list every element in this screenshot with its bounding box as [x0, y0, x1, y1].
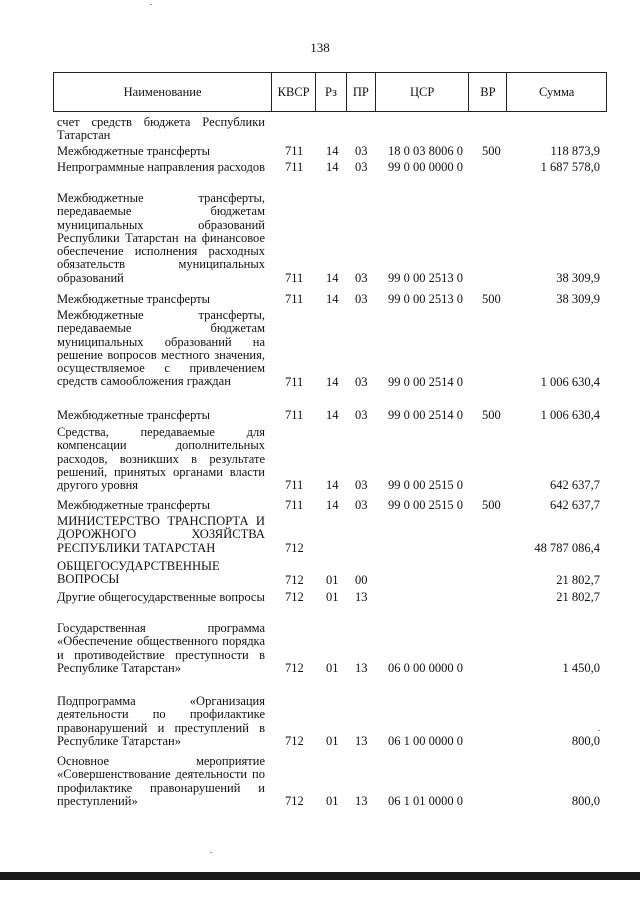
- row-vr: 500: [482, 144, 501, 159]
- table-row: [57, 591, 605, 604]
- row-rz: 14: [326, 498, 339, 513]
- row-name: Межбюджетные трансферты: [57, 144, 211, 158]
- row-pr: 03: [355, 271, 368, 286]
- row-vr: 500: [482, 498, 501, 513]
- table-row: [57, 560, 605, 587]
- row-sum: 642 637,7: [550, 478, 600, 493]
- row-pr: 03: [355, 292, 368, 307]
- row-pr: 03: [355, 478, 368, 493]
- row-csr: 99 0 00 2514 0: [388, 408, 463, 423]
- table-row: [57, 426, 605, 492]
- row-name: Средства, передаваемые для компенсации дополнительных расходов, возникших в результате решений, принятых органами власти другого уровня: [57, 425, 265, 493]
- row-kvsr: 712: [285, 661, 304, 676]
- row-name: Межбюджетные трансферты: [57, 292, 211, 306]
- row-sum: 21 802,7: [556, 572, 600, 587]
- row-csr: 99 0 00 2515 0: [388, 498, 463, 513]
- row-csr: 99 0 00 0000 0: [388, 160, 463, 175]
- row-sum: 800,0: [571, 734, 600, 749]
- table-row: [57, 695, 605, 748]
- row-name: счет средств бюджета Республики Татарстан: [57, 115, 265, 143]
- row-pr: 03: [355, 408, 368, 423]
- row-csr: 99 0 00 2514 0: [388, 374, 463, 389]
- row-rz: 01: [326, 734, 339, 749]
- column-header-sum: Сумма: [538, 84, 575, 99]
- row-rz: 14: [326, 478, 339, 493]
- row-csr: 99 0 00 2513 0: [388, 292, 463, 307]
- row-name: Межбюджетные трансферты: [57, 408, 211, 422]
- row-kvsr: 711: [285, 160, 304, 175]
- row-sum: 48 787 086,4: [534, 540, 600, 555]
- row-pr: 13: [355, 794, 368, 809]
- row-vr: 500: [482, 408, 501, 423]
- table-row: [57, 622, 605, 675]
- row-name: Основное мероприятие «Совершенствование деятельности по профилактике правонарушений и преступлений»: [57, 754, 265, 808]
- table-row: [57, 116, 605, 143]
- table-row: [57, 409, 605, 422]
- row-pr: 00: [355, 572, 368, 587]
- row-csr: 06 1 01 0000 0: [388, 794, 463, 809]
- row-name: Межбюджетные трансферты, передаваемые бюджетам муниципальных образований на решение вопросов местного значения, осуществляемое с привлечением средств самообложения граждан: [57, 308, 265, 389]
- row-kvsr: 712: [285, 590, 304, 605]
- table-row: [57, 192, 605, 285]
- scan-speck: [210, 852, 212, 853]
- row-pr: 13: [355, 734, 368, 749]
- row-kvsr: 711: [285, 271, 304, 286]
- row-sum: 38 309,9: [556, 271, 600, 286]
- row-kvsr: 711: [285, 144, 304, 159]
- row-rz: 14: [326, 374, 339, 389]
- row-kvsr: 711: [285, 408, 304, 423]
- scan-bottom-border: [0, 872, 640, 880]
- row-sum: 1 450,0: [562, 661, 600, 676]
- row-rz: 14: [326, 292, 339, 307]
- row-csr: 99 0 00 2515 0: [388, 478, 463, 493]
- row-pr: 03: [355, 374, 368, 389]
- row-rz: 01: [326, 590, 339, 605]
- row-sum: 21 802,7: [556, 590, 600, 605]
- row-name: МИНИСТЕРСТВО ТРАНСПОРТА И ДОРОЖНОГО ХОЗЯЙСТВА РЕСПУБЛИКИ ТАТАРСТАН: [57, 514, 265, 555]
- row-kvsr: 712: [285, 540, 304, 555]
- row-name: Государственная программа «Обеспечение общественного порядка и противодействие преступности в Республике Татарстан»: [57, 621, 265, 675]
- row-rz: 01: [326, 661, 339, 676]
- row-pr: 13: [355, 590, 368, 605]
- table-row: [57, 499, 605, 512]
- row-sum: 800,0: [571, 794, 600, 809]
- row-rz: 14: [326, 144, 339, 159]
- row-sum: 1 006 630,4: [540, 374, 600, 389]
- table-row: [57, 309, 605, 389]
- table-row: [57, 161, 605, 174]
- row-name: Другие общегосударственные вопросы: [57, 590, 265, 604]
- row-sum: 1 687 578,0: [540, 160, 600, 175]
- table-row: [57, 145, 605, 158]
- column-header-vr: ВР: [469, 73, 507, 111]
- row-vr: 500: [482, 292, 501, 307]
- row-name: Подпрограмма «Организация деятельности по профилактике правонарушений и преступлений в Республике Татарстан»: [57, 694, 265, 748]
- row-csr: 99 0 00 2513 0: [388, 271, 463, 286]
- table-header: [53, 72, 607, 112]
- row-name: Межбюджетные трансферты, передаваемые бюджетам муниципальных образований Республики Татарстан на финансовое обеспечение исполнения расходных обязательств муниципальных образований: [57, 191, 265, 285]
- row-rz: 14: [326, 271, 339, 286]
- row-pr: 03: [355, 144, 368, 159]
- row-rz: 01: [326, 794, 339, 809]
- row-kvsr: 712: [285, 734, 304, 749]
- row-name: ОБЩЕГОСУДАРСТВЕННЫЕ ВОПРОСЫ: [57, 559, 220, 587]
- row-pr: 03: [355, 498, 368, 513]
- row-csr: 06 1 00 0000 0: [388, 734, 463, 749]
- row-kvsr: 711: [285, 292, 304, 307]
- row-kvsr: 711: [285, 478, 304, 493]
- column-header-kvsr: КВСР: [272, 73, 316, 111]
- row-kvsr: 712: [285, 794, 304, 809]
- row-rz: 14: [326, 408, 339, 423]
- row-kvsr: 712: [285, 572, 304, 587]
- table-row: [57, 755, 605, 808]
- page-number: 138: [310, 40, 330, 55]
- column-header-rz: Рз: [316, 73, 347, 111]
- row-sum: 642 637,7: [550, 498, 600, 513]
- scan-speck: [150, 4, 152, 5]
- row-rz: 14: [326, 160, 339, 175]
- column-header-csr: ЦСР: [376, 73, 470, 111]
- row-pr: 03: [355, 160, 368, 175]
- row-name: Межбюджетные трансферты: [57, 498, 211, 512]
- table-row: [57, 293, 605, 306]
- row-kvsr: 711: [285, 374, 304, 389]
- row-kvsr: 711: [285, 498, 304, 513]
- row-sum: 38 309,9: [556, 292, 600, 307]
- scan-speck: [598, 730, 600, 731]
- row-rz: 01: [326, 572, 339, 587]
- row-csr: 06 0 00 0000 0: [388, 661, 463, 676]
- row-name: Непрограммные направления расходов: [57, 160, 265, 174]
- row-csr: 18 0 03 8006 0: [388, 144, 463, 159]
- column-header-pr: ПР: [347, 73, 376, 111]
- column-header-name: Наименование: [54, 73, 272, 111]
- table-row: [57, 515, 605, 555]
- row-pr: 13: [355, 661, 368, 676]
- row-sum: 118 873,9: [550, 144, 600, 159]
- row-sum: 1 006 630,4: [540, 408, 600, 423]
